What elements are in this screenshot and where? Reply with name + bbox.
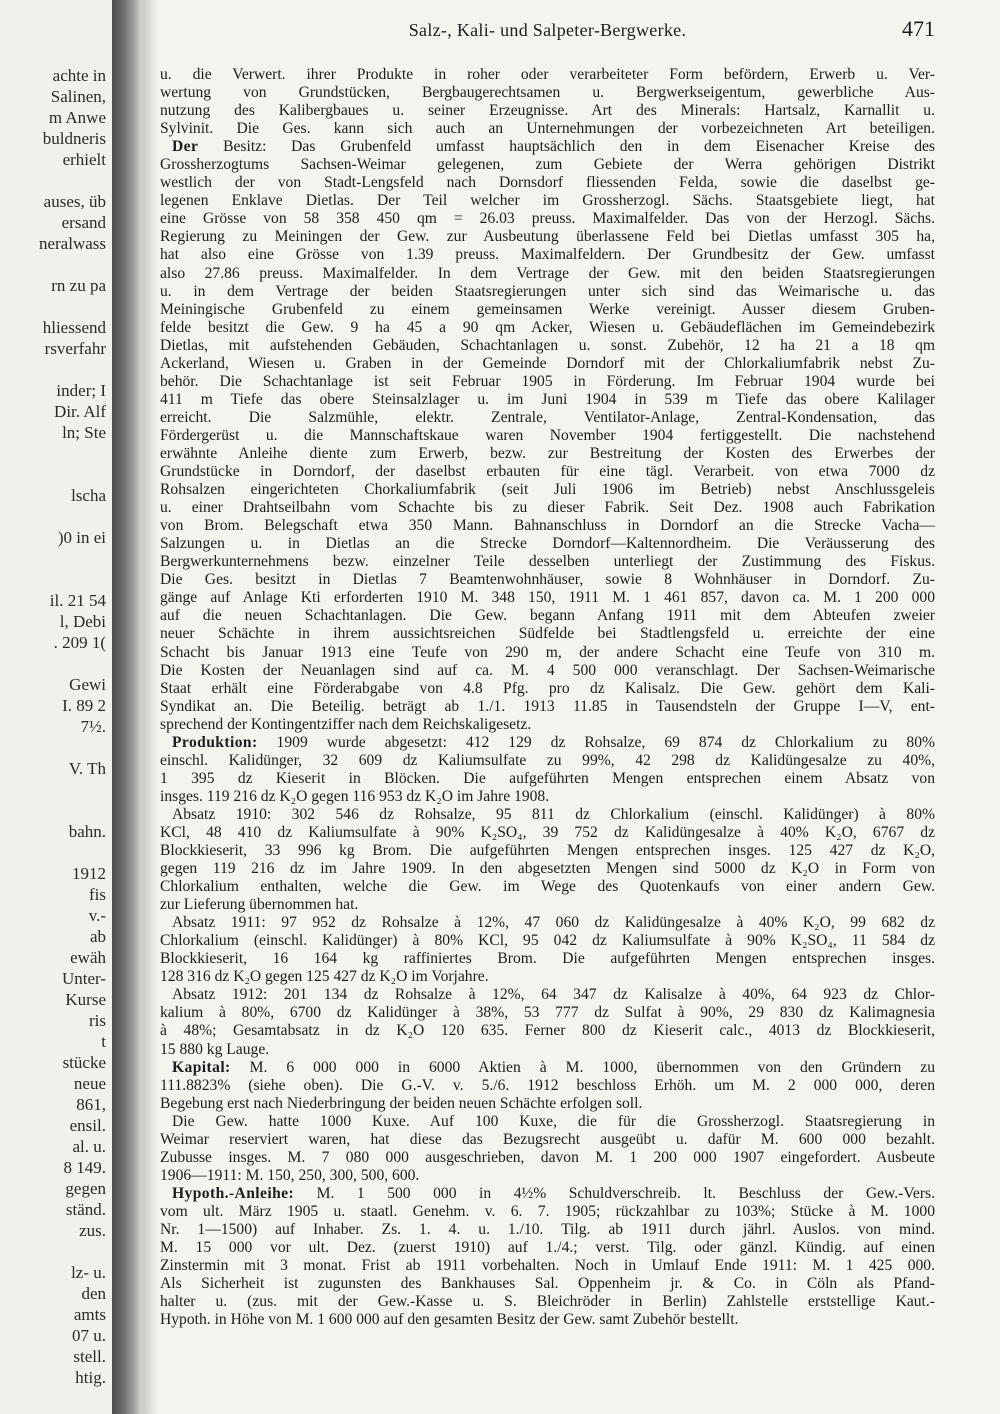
text-line [160,698,935,716]
text-line [160,66,935,84]
text-line [160,860,935,878]
facing-page-text-fragment: hliessend [42,318,106,337]
facing-page-text-fragment: htig. [75,1368,106,1387]
facing-page-text-fragment: neralwass [38,234,106,253]
book-gutter [112,0,142,1414]
facing-page-text-fragment: )0 in ei [57,528,106,547]
line-text: Syndikat an. Die Beteilig. beträgt ab 1./1. 1913 11.85 in Tausendsteln der Gruppe I—V, ent- [160,697,935,715]
facing-page-text-fragment: Kurse [65,990,106,1009]
line-text: Absatz 1912: 201 134 dz Rohsalze à 12%, 64 347 dz Kalisalze à 40%, 64 923 dz Chlor- [172,986,935,1004]
line-text: Zinstermin mit 3 monat. Frist ab 1911 vorbehalten. Noch in Umlauf Ende 1911: M. 1 425 000. [160,1257,935,1275]
line-text: Sylvinit. Die Ges. kann sich auch an Unternehmungen der vorbezeichneten Art beteiligen. [160,120,935,138]
text-line [160,770,935,788]
facing-page-text-fragment: il. 21 54 [49,591,106,610]
facing-page-text-fragment: V. Th [68,759,106,778]
line-text: einschl. Kalidünger, 32 609 dz Kaliumsulfate zu 99%, 42 298 dz Kalidüngesalze zu 40%, [160,751,935,769]
text-line [160,752,935,770]
text-line [160,625,935,643]
line-text: Zubusse insges. M. 7 080 000 ausgeschrieben, davon M. 1 200 000 1907 eingefordert. Ausbeute [160,1148,935,1166]
text-line [160,589,935,607]
text-line [160,427,935,445]
line-text: Absatz 1910: 302 546 dz Rohsalze, 95 811 dz Chlorkalium (einschl. Kalidünger) à 80% [172,805,935,823]
facing-page-text-fragment: stell. [73,1347,106,1366]
text-line [160,1022,935,1040]
facing-page-text-fragment: I. 89 2 [62,696,106,715]
facing-page-text-fragment: ab [89,927,106,946]
facing-page-text-fragment: ln; Ste [62,423,106,442]
facing-page-text-fragment: stücke [62,1053,106,1072]
line-text: 128 316 dz K₂O gegen 125 427 dz K₂O im Vorjahre. [160,968,489,986]
line-text: neuer Schächte in ihrem aussichtsreichen Südfelde bei Stadtlengsfeld u. erreichte der eine [160,625,935,643]
gutter-shadow [142,0,158,1414]
line-text: Blockkieserit, 16 164 kg raffiniertes Brom. Die aufgeführten Mengen entsprechen insges. [160,950,935,968]
line-text: Fördergerüst u. die Mannschaftskaue waren November 1904 fertiggestellt. Die nachstehend [160,426,935,444]
facing-page-text-fragment: neue [73,1074,106,1093]
text-line [160,174,935,192]
line-text: Als Sicherheit ist zugunsten des Bankhauses Sal. Oppenheim jr. & Co. in Cöln als Pfand- [160,1275,935,1293]
text-line [160,301,935,319]
line-text: Grundstücke in Dorndorf, der daselbst erbauten für eine tägl. Verarbeit. von etwa 7000 dz [160,463,935,481]
line-text: Chlorkalium (einschl. Kalidünger) à 80% KCl, 95 042 dz Kaliumsulfate à 90% K₂SO₄, 11 584 dz [160,932,935,950]
line-text: à 48%; Gesamtabsatz in dz K₂O 120 635. Ferner 800 dz Kieserit calc., 4013 dz Blockkieserit, [160,1022,935,1040]
facing-page-text-fragment: Salinen, [50,87,106,106]
facing-page-text-fragment: auses, üb [43,192,106,211]
facing-page-text-fragment: buldneris [42,129,106,148]
line-text: eine Grösse von 58 358 450 qm = 26.03 preuss. Maximalfelder. Das von der Herzogl. Sächs. [160,210,935,228]
facing-page-text-fragment: m Anwe [48,108,106,127]
facing-page-text-fragment: 1912 [72,864,106,883]
line-text: Staat erhält eine Förderabgabe von 4.8 Pfg. pro dz Kalisalz. Die Gew. gehört dem Kali- [160,679,935,697]
text-line [160,553,935,571]
text-column [160,66,935,1329]
facing-page-text-fragment: gegen [65,1179,106,1198]
line-text: Die Kosten der Neuanlagen sind auf ca. M. 4 500 000 veranschlagt. Der Sachsen-Weimarische [160,661,935,679]
line-text: vom ult. März 1905 u. staatl. Genehm. v. 6. 7. 1905; rückzahlbar zu 103%; Stücke à M. 1000 [160,1202,935,1220]
text-line [160,1059,935,1077]
line-text: von Brom. Belegschaft etwa 350 Mann. Bahnanschluss in Dorndorf an die Strecke Vacha— [160,517,935,535]
line-text: u. in dem Vertrage der beiden Staatsregierungen unter sich sind das Weimarische u. das [160,282,935,300]
facing-page-text-fragment: Unter- [61,969,106,988]
line-text: u. die Verwert. ihrer Produkte in roher oder verarbeiteter Form befördern, Erwerb u. Ver- [160,66,935,83]
line-text: nutzung des Kalibergbaues u. seiner Erzeugnisse. Art des Minerals: Hartsalz, Karnallit u. [160,102,935,120]
text-line [160,1239,935,1257]
section-heading: Produktion: [172,733,258,751]
line-text: auf die neuen Schachtanlagen. Die Gew. begann Anfang 1911 mit dem Abteufen zweier [160,607,935,625]
text-line [160,228,935,246]
line-text: erreicht. Die Salzmühle, elektr. Zentrale, Ventilator-Anlage, Zentral-Kondensation, das [160,408,935,426]
facing-page-text-fragment: lz- u. [71,1263,106,1282]
line-text: M. 6 000 000 in 6000 Aktien à M. 1000, übernommen von den Gründern zu [249,1058,935,1076]
facing-page-text-fragment: ewäh [70,948,106,967]
text-line [160,1167,935,1185]
text-line [160,84,935,102]
text-line [160,1041,935,1059]
line-text: Schacht bis Januar 1913 eine Teufe von 290 m, der andere Schacht eine Teufe von 310 m. [160,643,935,661]
line-text: hat also eine Grösse von 1.39 preuss. Maximalfeldern. Der Grundbesitz der Gew. umfasst [160,246,935,264]
text-line [160,788,935,806]
facing-page-text-fragment: inder; I [56,381,106,400]
line-text: Meiningische Grubenfeld zu einem gemeinsamen Werke vereinigt. Ausser diesem Gruben- [160,300,935,318]
facing-page-text-fragment: den [81,1284,106,1303]
text-line [160,644,935,662]
line-text: Die Ges. besitzt in Dietlas 7 Beamtenwohnhäuser, sowie 8 Wohnhäuser in Dorndorf. Zu- [160,571,935,589]
text-line [160,806,935,824]
text-line [160,283,935,301]
text-line [160,824,935,842]
text-line [160,481,935,499]
line-text: legenen Enklave Dietlas. Der Teil welcher im Grossherzogl. Sächs. Staatsgebiete liegt, hat [160,192,935,210]
text-line [160,210,935,228]
text-line [160,968,935,986]
facing-page-text-fragment: . 209 1( [53,633,106,652]
text-line [160,607,935,625]
line-text: felde besitzt die Gew. 9 ha 45 a 90 qm Acker, Wiesen u. Gebäudeflächen im Gemeindebezirk [160,318,935,336]
line-text: kalium à 80%, 6700 dz Kalidünger à 38%, 53 777 dz Sulfat à 90%, 29 830 dz Kalimagnesia [160,1004,935,1022]
text-line [160,932,935,950]
facing-page-text-fragment: 8 149. [63,1158,106,1177]
line-text: insges. 119 216 dz K₂O gegen 116 953 dz K₂O im Jahre 1908. [160,787,550,805]
line-text: KCl, 48 410 dz Kaliumsulfate à 90% K₂SO₄, 39 752 dz Kalidüngesalze à 40% K₂O, 6767 dz [160,823,935,841]
text-line [160,1221,935,1239]
text-line [160,463,935,481]
text-line [160,138,935,156]
facing-page-text-fragment: rsverfahr [44,339,106,358]
text-line [160,391,935,409]
facing-page-text-fragment: 07 u. [72,1326,106,1345]
text-line [160,571,935,589]
line-text: 411 m Tiefe das obere Steinsalzlager u. im Juni 1904 in 539 m Tiefe das obere Kalilager [160,390,935,408]
text-line [160,409,935,427]
line-text: Blockkieserit, 33 996 kg Brom. Die aufgeführten Mengen entsprechen insges. 125 427 dz K₂O, [160,842,935,860]
text-line [160,1004,935,1022]
line-text: Dietlas, mit aufstehenden Gebäuden, Schachtanlagen u. sonst. Zubehör, 12 ha 21 a 18 qm [160,336,935,354]
text-line [160,1257,935,1275]
line-text: gänge auf Anlage Kti erforderten 1910 M. 348 150, 1911 M. 1 461 857, davon ca. M. 1 200 000 [160,589,935,607]
facing-page-text-fragment: ersand [61,213,106,232]
text-line [160,734,935,752]
line-text: Bergwerkunternehmens bezw. einzelner Teile desselben unterliegt der Zustimmung des Fiskus. [160,553,935,571]
text-line [160,950,935,968]
line-text: behör. Die Schachtanlage ist seit Februar 1905 in Förderung. Im Februar 1904 wurde bei [160,372,935,390]
line-text: Chlorkalium enthalten, welche die Gew. im Wege des Quotenkaufs von einer andern Gew. [160,878,935,896]
facing-page-text-fragment: l, Debi [59,612,106,631]
line-text: 1 395 dz Kieserit in Blöcken. Die aufgeführten Mengen entsprechen einem Absatz von [160,769,935,787]
facing-page-text-fragment: t [101,1032,106,1051]
line-text: Die Gew. hatte 1000 Kuxe. Auf 100 Kuxe, die für die Grossherzogl. Staatsregierung in [172,1112,935,1130]
line-text: zur Lieferung übernommen hat. [160,896,359,914]
text-line [160,517,935,535]
text-line [160,680,935,698]
facing-page-text-fragment: fis [89,885,106,904]
line-text: also 27.86 preuss. Maximalfelder. In dem Vertrage der Gew. mit den beiden Staatsregierungen [160,264,935,282]
text-line [160,246,935,264]
line-text: Absatz 1911: 97 952 dz Rohsalze à 12%, 47 060 dz Kalidüngesalze à 40% K₂O, 99 682 dz [172,914,935,932]
line-text: Begebung erst nach Niederbringung der beiden neuen Schächte erfolgen soll. [160,1094,643,1112]
line-text: Salzungen u. in Dietlas an die Strecke Dorndorf—Kaltennordheim. Die Veräusserung des [160,535,935,553]
line-text: M. 15 000 vor ult. Dez. (zuerst 1910) auf 1./4.; verst. Tilg. oder gänzl. Kündig. auf einen [160,1239,935,1257]
line-text: erwähnte Anleihe diente zum Erwerb, bezw. zur Bestreitung der Kosten des Erwerbes der [160,444,935,462]
text-line [160,896,935,914]
line-text: sprechend der Kontingentziffer nach dem Reichskaligesetz. [160,715,532,733]
text-line [160,662,935,680]
line-text: u. einer Drahtseilbahn vom Schachte bis zu dieser Fabrik. Seit Dez. 1908 auch Fabrikation [160,499,935,517]
line-text: M. 1 500 000 in 4½% Schuldverschreib. lt. Beschluss der Gew.-Vers. [316,1184,935,1202]
facing-page-text-fragment: Gewi [69,675,106,694]
text-line [160,878,935,896]
facing-page-text-fragment: Dir. Alf [54,402,106,421]
facing-page-text-fragment: lscha [71,486,106,505]
text-line [160,156,935,174]
text-line [160,1311,935,1329]
text-line [160,1149,935,1167]
page-header [160,16,935,48]
line-text: Hypoth. in Höhe von M. 1 600 000 auf den gesamten Besitz der Gew. samt Zubehör bestellt. [160,1311,739,1329]
text-line [160,1095,935,1113]
text-line [160,265,935,283]
line-text: Ackerland, Wiesen u. Graben in der Gemeinde Dorndorf mit der Chlorkaliumfabrik nebst Zu- [160,354,935,372]
section-heading: Kapital: [172,1058,231,1076]
text-line [160,337,935,355]
text-line [160,120,935,138]
text-line [160,535,935,553]
facing-page-text-fragment: achte in [52,66,106,85]
line-text: westlich der von Stadt-Lengsfeld nach Dornsdorf fliessenden Felda, sowie die daselbst ge- [160,174,935,192]
section-heading: Hypoth.-Anleihe: [172,1184,295,1202]
text-line [160,986,935,1004]
line-text: halter u. (zus. mit der Gew.-Kasse u. S. Bleichröder in Berlin) Zahlstelle erststellige Kaut.- [160,1293,935,1311]
line-text: 1909 wurde abgesetzt: 412 129 dz Rohsalze, 69 874 dz Chlorkalium zu 80% [276,733,935,751]
line-text: gegen 119 216 dz im Jahre 1909. In den abgesetzten Mengen sind 5000 dz K₂O in Form von [160,860,935,878]
text-line [160,355,935,373]
text-line [160,914,935,932]
facing-page-text-fragment: 7½. [80,717,106,736]
text-line [160,1113,935,1131]
text-line [160,499,935,517]
facing-page-text-fragment: ständ. [65,1200,106,1219]
facing-page-text-fragment: al. u. [72,1137,106,1156]
facing-page-text-fragment: bahn. [68,822,106,841]
facing-page-text-fragment: amts [73,1305,106,1324]
text-line [160,1131,935,1149]
text-line [160,1077,935,1095]
facing-page-text-fragment: 861, [76,1095,106,1114]
facing-page-text-fragment: zus. [79,1221,106,1240]
line-text: Nr. 1—1500) auf Inhaber. Zs. 1. 4. u. 1./10. Tilg. ab 1911 durch jährl. Auslos. von mind. [160,1221,935,1238]
text-line [160,1293,935,1311]
text-line [160,319,935,337]
line-text: 15 880 kg Lauge. [160,1040,270,1058]
line-text: 111.8823% (siehe oben). Die G.-V. v. 5./6. 1912 beschloss Erhöh. um M. 2 000 000, deren [160,1076,935,1094]
facing-page-text-fragment: ris [89,1011,106,1030]
line-text: 1906—1911: M. 150, 250, 300, 500, 600. [160,1166,420,1184]
text-line [160,373,935,391]
line-text: Grossherzogtums Sachsen-Weimar gelegenen, zum Gebiete der Werra gehörigen Distrikt [160,156,935,174]
text-line [160,716,935,734]
facing-page-text-fragment: rn zu pa [51,276,106,295]
text-line [160,445,935,463]
section-heading: Der [172,138,199,156]
line-text: Besitz: Das Grubenfeld umfasst hauptsächlich den in dem Eisenacher Kreise des [223,138,935,156]
text-line [160,192,935,210]
text-line [160,842,935,860]
facing-page-text-fragment: erhielt [62,150,106,169]
facing-page-text-fragment: v.- [88,906,106,925]
text-line [160,1275,935,1293]
page-number: 471 [902,16,935,41]
text-line [160,1203,935,1221]
running-head: Salz-, Kali- und Salpeter-Bergwerke. [408,20,687,40]
line-text: Weimar reserviert waren, hat diese das Bezugsrecht ausgeübt u. dafür M. 600 000 bezahlt. [160,1130,935,1148]
line-text: wertung von Grundstücken, Bergbaugerechtsamen u. Bergwerkseigentum, gewerbliche Aus- [160,84,935,102]
text-line [160,102,935,120]
facing-page-text-fragment: ensil. [69,1116,106,1135]
line-text: Regierung zu Meiningen der Gew. zur Ausbeutung überlassene Feld bei Dietlas umfasst 305 ha, [160,228,935,246]
facing-page-fragment [0,0,112,1414]
line-text: Rohsalzen eingerichteten Chorkaliumfabrik (seit Juli 1906 im Betrieb) nebst Anschlussgeleis [160,481,935,499]
text-line [160,1185,935,1203]
